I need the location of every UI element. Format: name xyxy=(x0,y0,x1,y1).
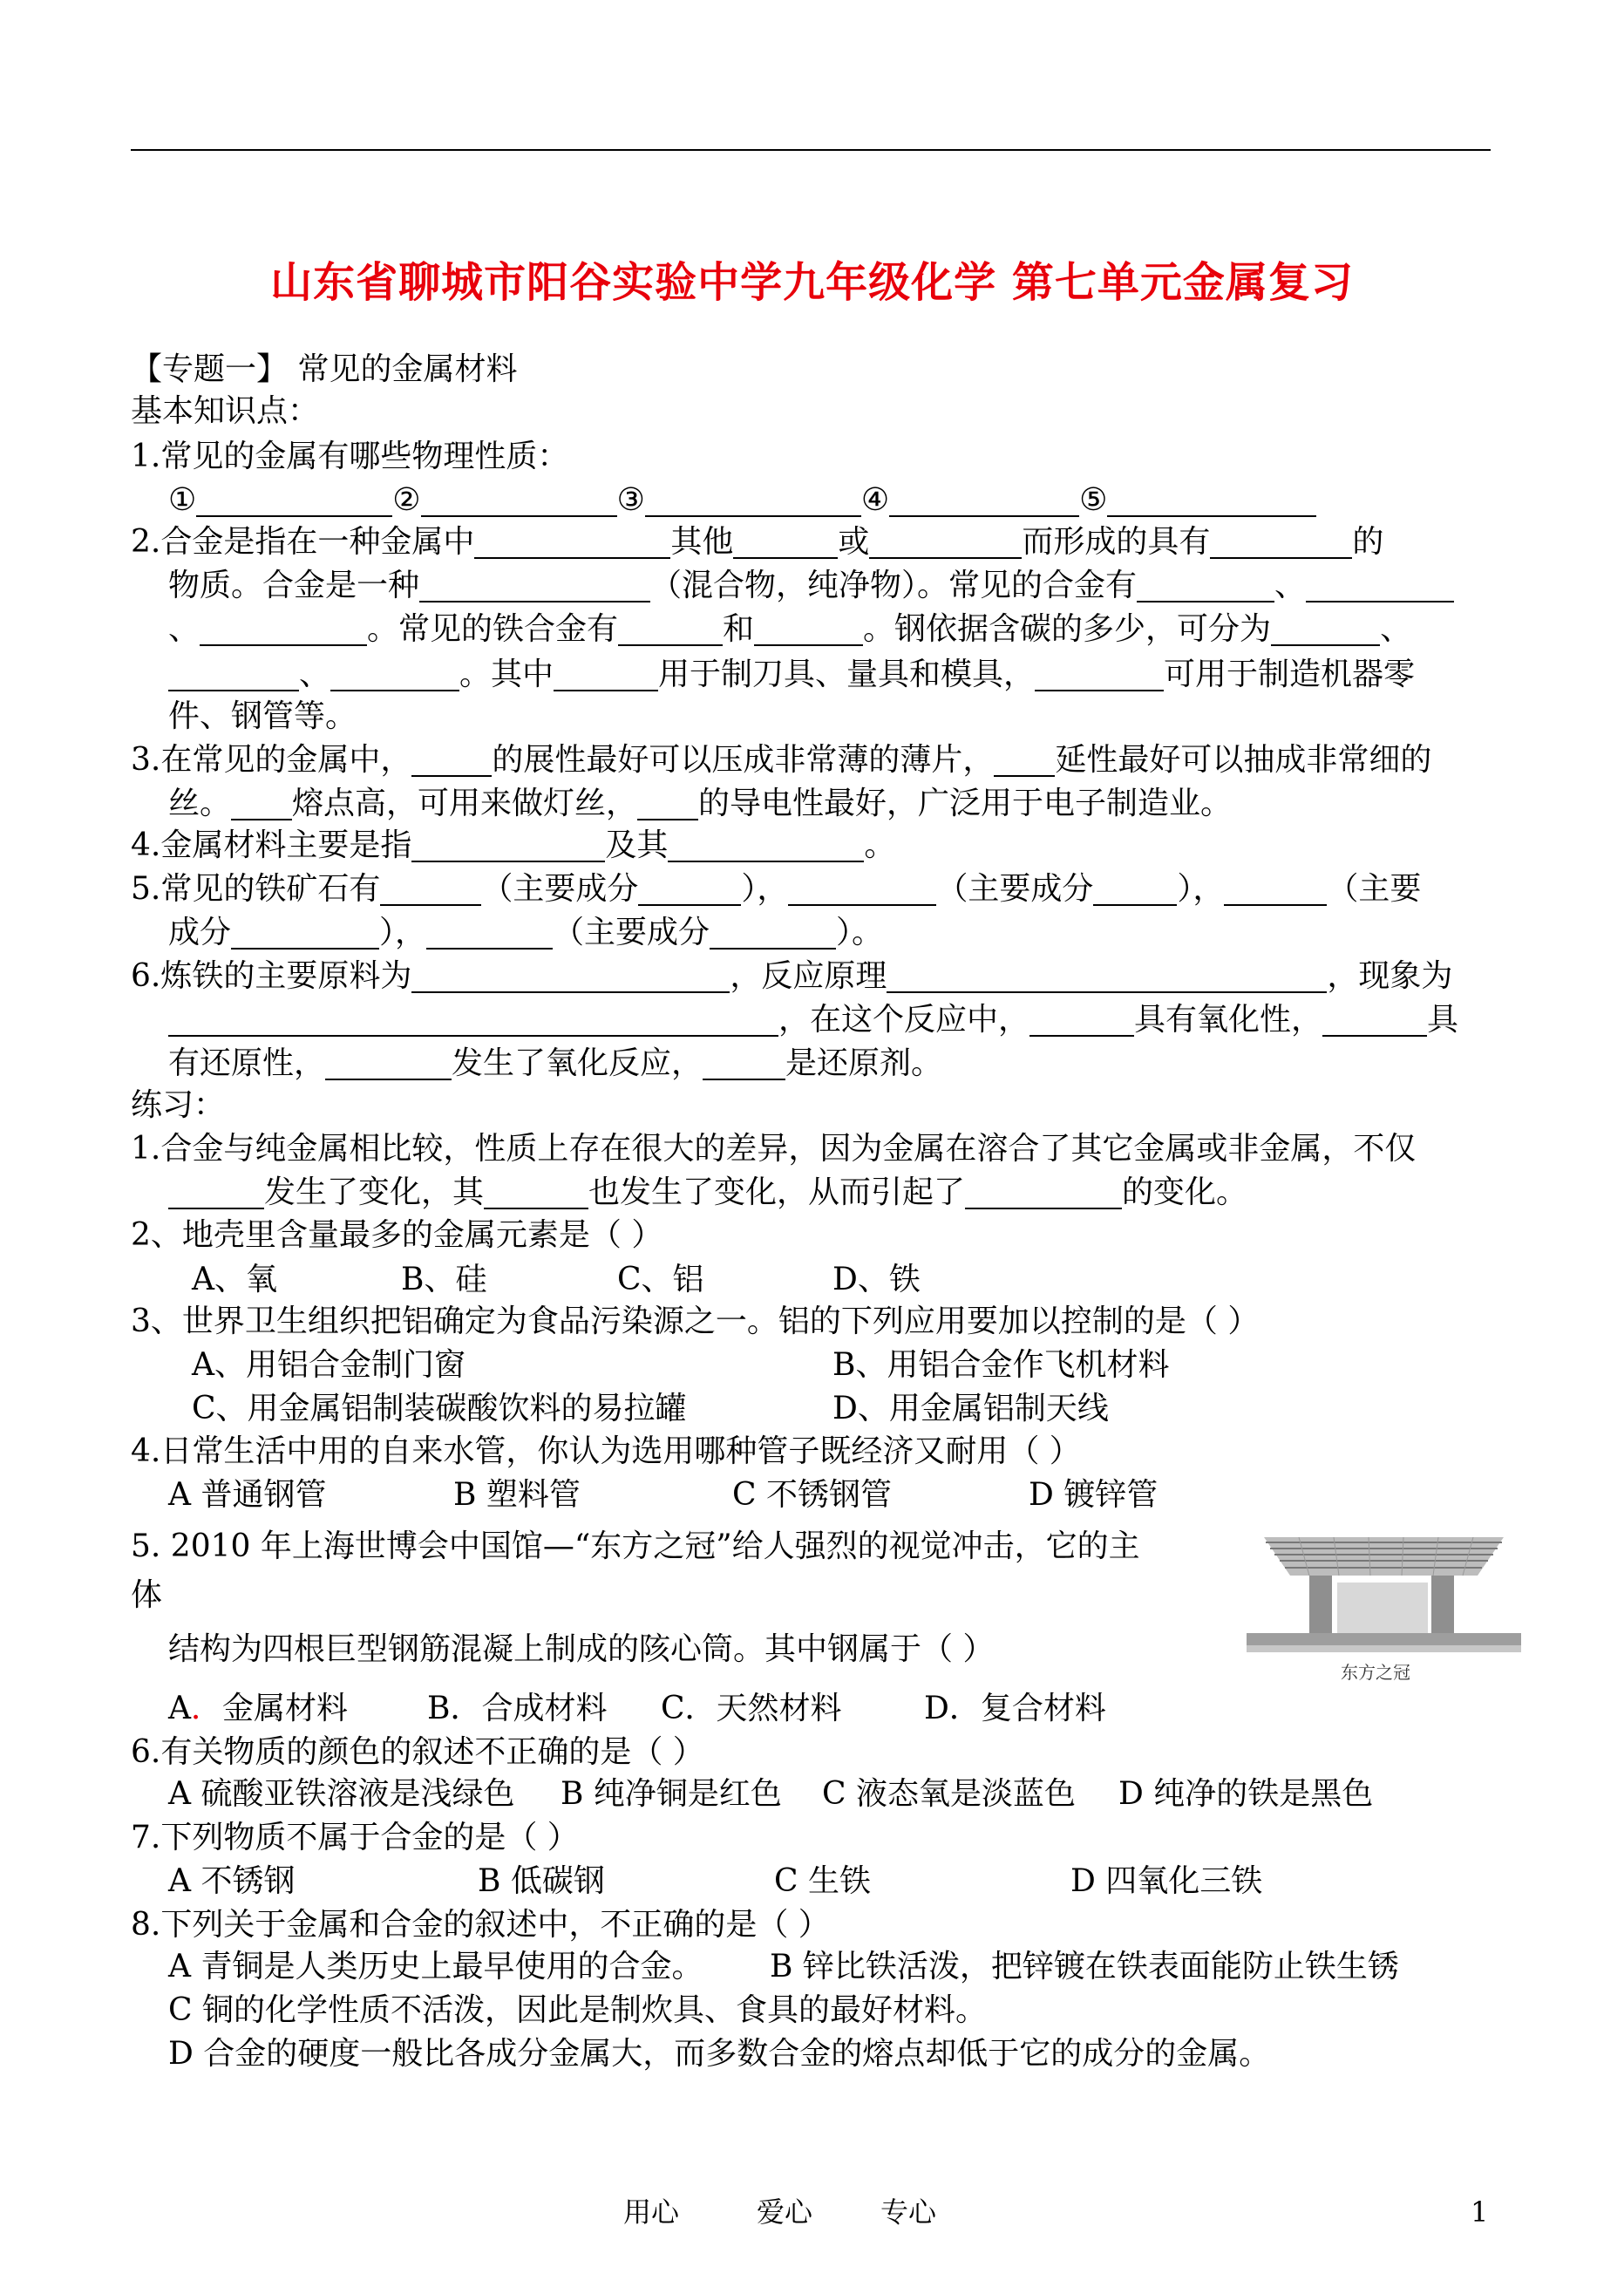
p2-option-a[interactable]: A、氧 xyxy=(192,1262,277,1297)
p3-option-d[interactable]: D、用金属铝制天线 xyxy=(832,1391,1109,1426)
blank[interactable] xyxy=(703,1045,785,1080)
p3-option-b[interactable]: B、用铝合金作飞机材料 xyxy=(832,1347,1170,1383)
p2-option-c[interactable]: C、铝 xyxy=(617,1262,704,1297)
blank[interactable] xyxy=(200,611,367,646)
blank[interactable] xyxy=(1271,611,1380,646)
p2-question: 2、地壳里含量最多的金属元素是（ ） xyxy=(131,1217,663,1253)
blank[interactable] xyxy=(426,915,553,950)
blank[interactable] xyxy=(668,827,864,862)
q1-blanks: ① ② ③ ④ ⑤ xyxy=(168,481,1316,520)
blank[interactable] xyxy=(1107,482,1316,517)
blank[interactable] xyxy=(325,1045,452,1080)
p5-line-3: 结构为四根巨型钢筋混凝上制成的陔心筒。其中钢属于（ ） xyxy=(168,1631,995,1667)
p5-option-b[interactable]: B．合成材料 xyxy=(427,1691,608,1726)
footer-text-1: 用心 xyxy=(623,2195,680,2229)
p8-option-b[interactable]: B 锌比铁活泼，把锌镀在铁表面能防止铁生锈 xyxy=(770,1949,1399,1984)
q2-line-4: 、 。其中 用于制刀具、量具和模具， 可用于制造机器零 xyxy=(168,656,1415,694)
p5-option-c[interactable]: C．天然材料 xyxy=(661,1691,842,1726)
blank[interactable] xyxy=(1029,1002,1134,1037)
p7-option-b[interactable]: B 低碳钢 xyxy=(478,1863,605,1899)
blank[interactable] xyxy=(618,611,723,646)
p1-line-1: 1.合金与纯金属相比较，性质上存在很大的差异，因为金属在溶合了其它金属或非金属，不仅 xyxy=(131,1131,1417,1167)
blank[interactable] xyxy=(1137,568,1274,602)
blank[interactable] xyxy=(869,524,1022,559)
q6-line-3: 有还原性， 发生了氧化反应， 是还原剂。 xyxy=(168,1045,943,1081)
p1-line-2: 发生了变化，其 也发生了变化，从而引起了 的变化。 xyxy=(168,1174,1247,1212)
blank[interactable] xyxy=(474,524,670,559)
p8-option-d[interactable]: D 合金的硬度一般比各成分金属大，而多数合金的熔点却低于它的成分的金属。 xyxy=(168,2036,1271,2072)
p3-option-c[interactable]: C、用金属铝制装碳酸饮料的易拉罐 xyxy=(192,1391,687,1426)
p5-line-1: 5. 2010 年上海世博会中国馆—“东方之冠”给人强烈的视觉冲击，它的主 xyxy=(131,1528,1140,1564)
blank[interactable] xyxy=(168,1174,264,1209)
blank[interactable] xyxy=(788,871,936,906)
china-pavilion-photo xyxy=(1247,1521,1521,1657)
p6-option-d[interactable]: D 纯净的铁是黑色 xyxy=(1118,1776,1374,1812)
blank[interactable] xyxy=(889,482,1079,517)
q5-line-2: 成分 ）， （主要成分 ）。 xyxy=(168,915,884,950)
page-number: 1 xyxy=(1471,2195,1489,2229)
q3-line-1: 3.在常见的金属中， 的展性最好可以压成非常薄的薄片， 延性最好可以抽成非常细的 xyxy=(131,742,1432,778)
blank[interactable] xyxy=(554,657,658,691)
q2-line-5: 件、钢管等。 xyxy=(168,698,357,734)
blank[interactable] xyxy=(380,871,481,906)
p8-question: 8.下列关于金属和合金的叙述中，不正确的是（ ） xyxy=(131,1907,830,1943)
p7-option-c[interactable]: C 生铁 xyxy=(774,1863,871,1899)
blank[interactable] xyxy=(637,786,698,820)
p7-question: 7.下列物质不属于合金的是（ ） xyxy=(131,1820,579,1855)
p2-option-d[interactable]: D、铁 xyxy=(832,1262,921,1297)
q4-line: 4.金属材料主要是指 及其 。 xyxy=(131,827,896,863)
p3-question: 3、世界卫生组织把铝确定为食品污染源之一。铝的下列应用要加以控制的是（ ） xyxy=(131,1304,1260,1339)
p4-option-b[interactable]: B 塑料管 xyxy=(453,1477,581,1513)
p7-option-d[interactable]: D 四氧化三铁 xyxy=(1070,1863,1263,1899)
blank[interactable] xyxy=(196,482,392,517)
p5-option-d[interactable]: D．复合材料 xyxy=(924,1691,1106,1726)
blank[interactable] xyxy=(484,1174,588,1209)
p4-option-d[interactable]: D 镀锌管 xyxy=(1029,1477,1159,1513)
blank[interactable] xyxy=(1210,524,1352,559)
p4-option-c[interactable]: C 不锈钢管 xyxy=(732,1477,892,1513)
photo-caption: 东方之冠 xyxy=(1341,1662,1410,1683)
p5-option-a[interactable]: A．金属材料 xyxy=(168,1691,349,1726)
q6-line-2: ，在这个反应中， 具有氧化性， 具 xyxy=(168,1001,1458,1039)
blank[interactable] xyxy=(330,657,459,691)
q3-line-2: 丝。 熔点高，可用来做灯丝， 的导电性最好，广泛用于电子制造业。 xyxy=(168,786,1233,821)
q5-line-1: 5.常见的铁矿石有 （主要成分 ）， （主要成分 ）， （主要 xyxy=(131,871,1422,907)
blank[interactable] xyxy=(645,482,861,517)
blank[interactable] xyxy=(411,958,730,993)
blank[interactable] xyxy=(1306,568,1454,602)
header-rule xyxy=(131,149,1491,151)
blank[interactable] xyxy=(421,482,617,517)
p3-option-a[interactable]: A、用铝合金制门窗 xyxy=(192,1347,465,1383)
p4-option-a[interactable]: A 普通钢管 xyxy=(168,1477,327,1513)
p8-option-a[interactable]: A 青铜是人类历史上最早使用的合金。 xyxy=(168,1949,703,1984)
p6-option-b[interactable]: B 纯净铜是红色 xyxy=(561,1776,782,1812)
blank[interactable] xyxy=(1322,1002,1427,1037)
blank[interactable] xyxy=(419,568,650,602)
blank[interactable] xyxy=(411,742,492,777)
p6-option-a[interactable]: A 硫酸亚铁溶液是浅绿色 xyxy=(168,1776,515,1812)
blank[interactable] xyxy=(710,915,836,950)
practice-heading: 练习： xyxy=(131,1087,226,1123)
blank[interactable] xyxy=(1035,657,1164,691)
q2-line-1: 2.合金是指在一种金属中 其他 或 而形成的具有 的 xyxy=(131,524,1384,560)
blank[interactable] xyxy=(411,827,605,862)
blank[interactable] xyxy=(965,1174,1122,1209)
q6-line-1: 6.炼铁的主要原料为 ，反应原理 ，现象为 xyxy=(131,958,1453,994)
p7-option-a[interactable]: A 不锈钢 xyxy=(168,1863,296,1899)
topic-heading: 【专题一】 常见的金属材料 xyxy=(131,351,518,387)
p4-question: 4.日常生活中用的自来水管，你认为选用哪种管子既经济又耐用（ ） xyxy=(131,1433,1081,1469)
p5-line-2: 体 xyxy=(131,1577,163,1613)
blank[interactable] xyxy=(231,915,379,950)
q2-line-2: 物质。合金是一种 （混合物，纯净物）。常见的合金有 、 xyxy=(168,567,1454,605)
document-title: 山东省聊城市阳谷实验中学九年级化学 第七单元金属复习 xyxy=(270,258,1354,307)
blank[interactable] xyxy=(994,742,1055,777)
blank[interactable] xyxy=(1093,871,1177,906)
footer-text-2: 爱心 xyxy=(757,2195,813,2229)
blank[interactable] xyxy=(754,611,863,646)
blank[interactable] xyxy=(168,657,299,691)
p8-option-c[interactable]: C 铜的化学性质不活泼，因此是制炊具、食具的最好材料。 xyxy=(168,1992,987,2028)
p2-option-b[interactable]: B、硅 xyxy=(401,1262,487,1297)
blank[interactable] xyxy=(887,958,1327,993)
p6-option-c[interactable]: C 液态氧是淡蓝色 xyxy=(822,1776,1076,1812)
q1-text: 1.常见的金属有哪些物理性质： xyxy=(131,439,569,474)
blank[interactable] xyxy=(1224,871,1327,906)
footer-text-3: 专心 xyxy=(880,2195,937,2229)
blank[interactable] xyxy=(638,871,741,906)
p6-question: 6.有关物质的颜色的叙述不正确的是（ ） xyxy=(131,1734,704,1770)
blank[interactable] xyxy=(231,786,292,820)
basic-knowledge-heading: 基本知识点： xyxy=(131,393,320,429)
blank[interactable] xyxy=(733,524,838,559)
blank[interactable] xyxy=(168,1002,778,1037)
q2-line-3: 、 。常见的铁合金有 和 。钢依据含碳的多少，可分为 、 xyxy=(168,611,1412,647)
